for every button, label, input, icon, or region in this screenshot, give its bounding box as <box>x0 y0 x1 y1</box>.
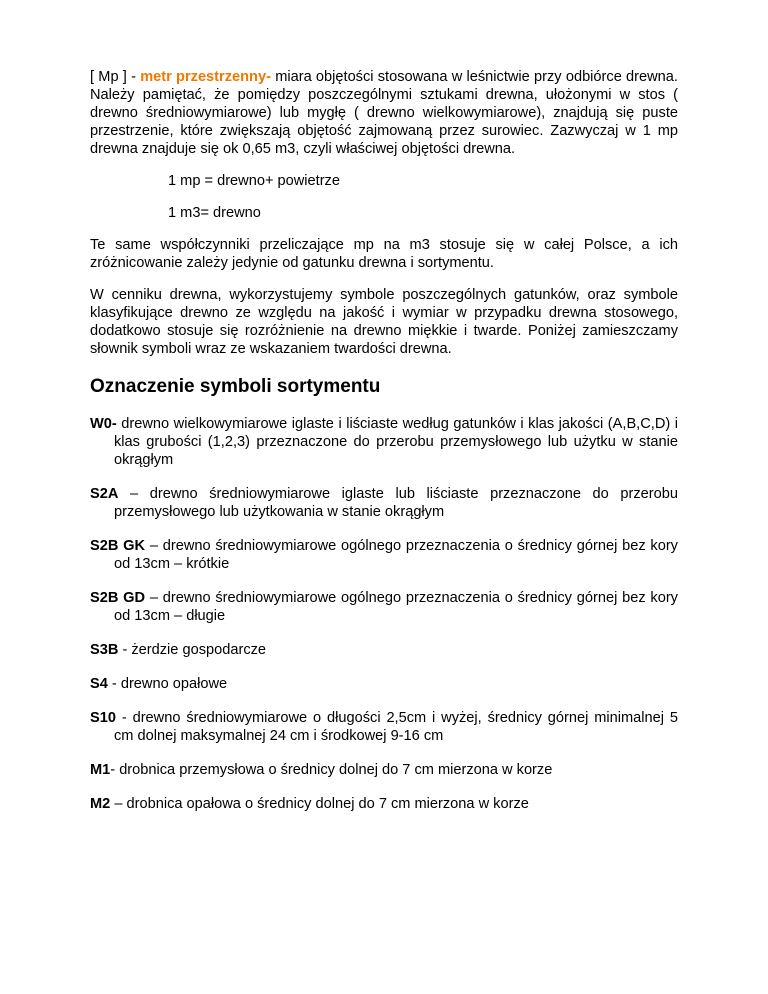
entry-s3b <box>90 641 678 659</box>
entry-m2 <box>90 795 678 813</box>
document-page <box>90 68 678 829</box>
entry-text: drewno wielkowymiarowe iglaste i liściaste według gatunków i klas jakości (A,B,C,D) i klas grubości (1,2,3) przeznaczone do przerobu przemysłowego lub użytku w stanie okrągłym <box>114 416 678 468</box>
entry-text: - drewno średniowymiarowe o długości 2,5cm i wyżej, średnicy górnej minimalnej 5 cm dolnej maksymalnej 24 cm i środkowej 9-16 cm <box>114 710 678 744</box>
intro-text: miara objętości stosowana w leśnictwie przy odbiórce drewna. Należy pamiętać, że pomiędzy poszczególnymi sztukami drewna, ułożonymi w stos ( drewno średniowymiarowe) lub mygłę ( drewno wielkowymiarowe), znajdują się puste przestrzenie, które zwiększają objętość zajmowaną przez surowiec. Zazwyczaj w 1 mp drewna znajduje się ok 0,65 m3, czyli właściwej objętości drewna. <box>90 69 678 157</box>
entry-m1 <box>90 761 678 779</box>
entry-text: – drewno średniowymiarowe ogólnego przeznaczenia o średnicy górnej bez kory od 13cm – krótkie <box>114 538 678 572</box>
entry-text: – drewno średniowymiarowe ogólnego przeznaczenia o średnicy górnej bez kory od 13cm – długie <box>114 590 678 624</box>
entry-code: M2 <box>90 796 111 812</box>
entry-text: - drewno opałowe <box>107 676 228 692</box>
entry-s2b-gd <box>90 589 678 625</box>
entry-code: S4 <box>90 676 108 692</box>
entry-text: - drobnica przemysłowa o średnicy dolnej do 7 cm mierzona w korze <box>110 762 553 778</box>
formula-m3: 1 m3= drewno <box>168 205 261 221</box>
entry-code: S3B <box>90 642 119 658</box>
entry-w0 <box>90 415 678 469</box>
intro-paragraph <box>90 68 678 158</box>
section-heading: Oznaczenie symboli sortymentu <box>90 376 381 397</box>
entry-code: S2B GD <box>90 590 146 606</box>
intro-highlight-term: metr przestrzenny <box>140 69 267 85</box>
intro-highlight-dash: - <box>266 69 271 85</box>
paragraph-price-list: W cenniku drewna, wykorzystujemy symbole poszczególnych gatunków, oraz symbole klasyfikujące drewno ze względu na jakość i wymiar w przypadku drewna stosowego, dodatkowo stosuje się rozróżnienie na drewno miękkie i twarde. Poniżej zamieszczamy słownik symboli wraz ze wskazaniem twardości drewna. <box>90 287 678 357</box>
entry-text: – drobnica opałowa o średnicy dolnej do 7 cm mierzona w korze <box>110 796 529 812</box>
entry-text: – drewno średniowymiarowe iglaste lub liściaste przeznaczone do przerobu przemysłowego lub użytkowania w stanie okrągłym <box>114 486 678 520</box>
paragraph-coefficients: Te same współczynniki przeliczające mp na m3 stosuje się w całej Polsce, a ich zróżnicowanie zależy jedynie od gatunku drewna i sortymentu. <box>90 237 678 271</box>
entry-s4 <box>90 675 678 693</box>
entry-text: - żerdzie gospodarcze <box>118 642 267 658</box>
entry-s2b-gk <box>90 537 678 573</box>
entry-code: S10 <box>90 710 116 726</box>
entry-s2a <box>90 485 678 521</box>
entry-code: S2B GK <box>90 538 146 554</box>
intro-prefix: [ Mp ] - <box>90 69 141 85</box>
entry-code: S2A <box>90 486 119 502</box>
entry-s10 <box>90 709 678 745</box>
entry-code: W0- <box>90 416 117 432</box>
entry-code: M1 <box>90 762 111 778</box>
formula-mp: 1 mp = drewno+ powietrze <box>168 173 340 189</box>
